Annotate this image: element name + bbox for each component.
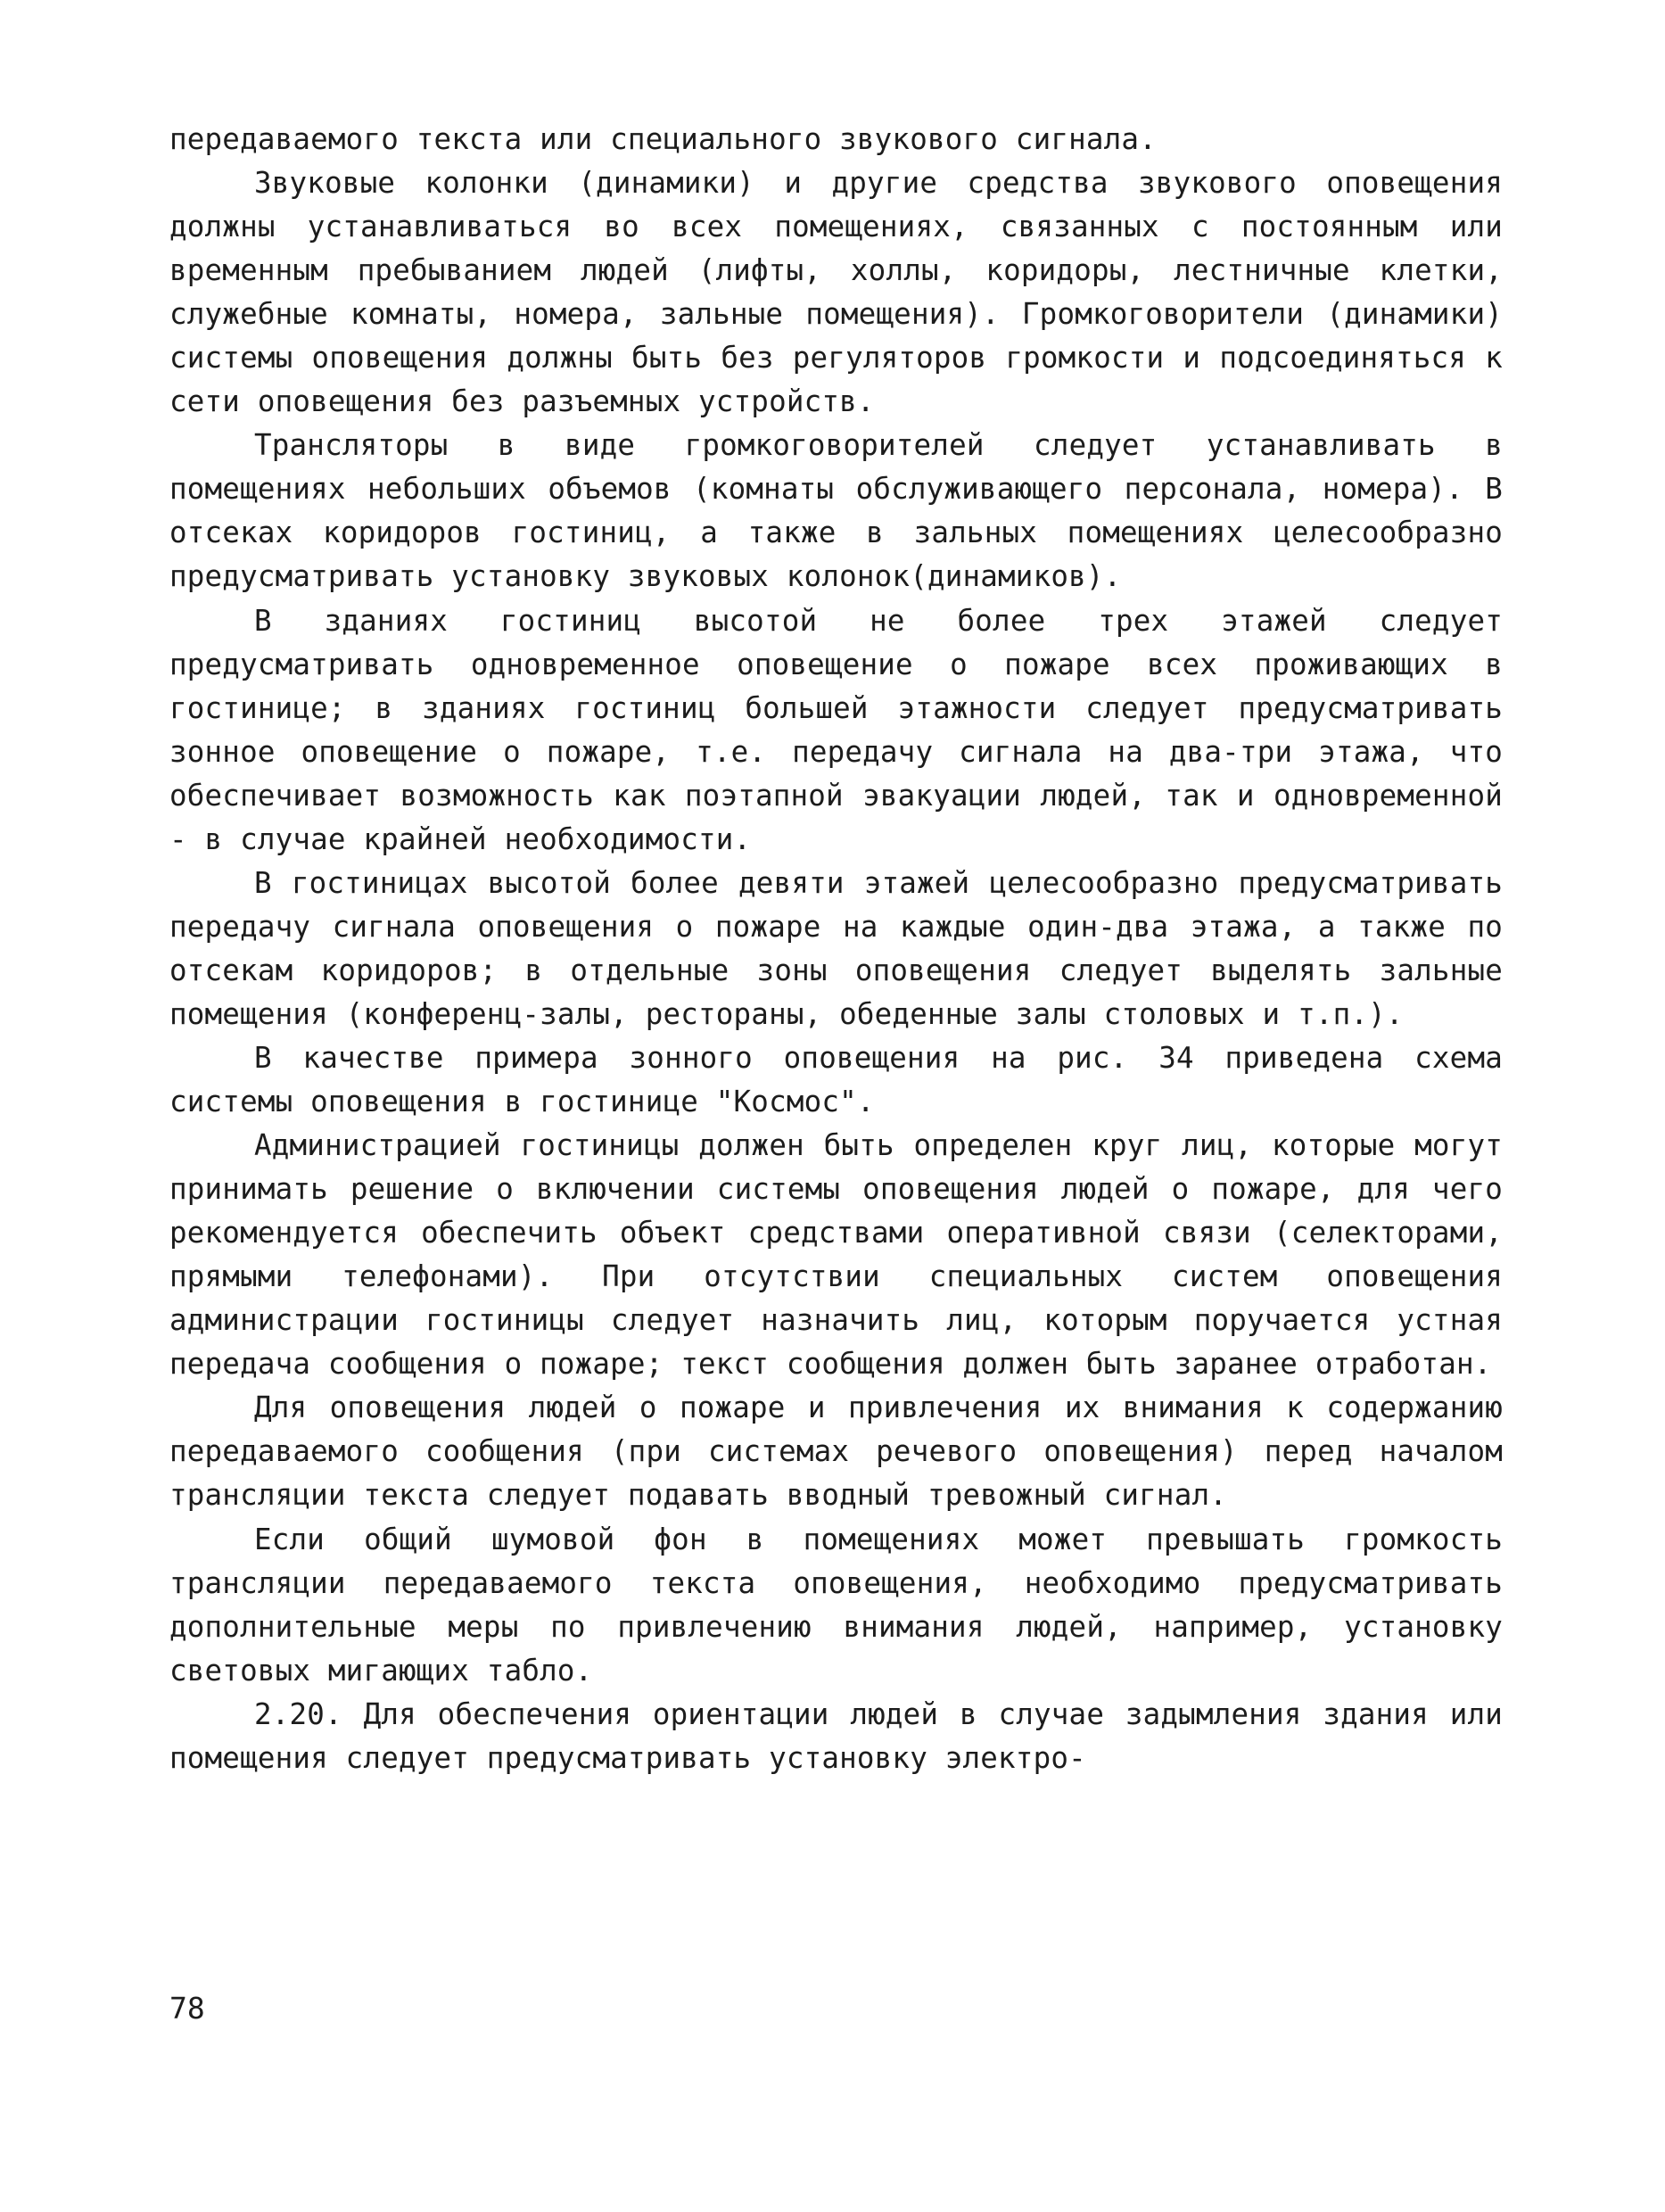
paragraph-administration: Администрацией гостиницы должен быть определен круг лиц, которые могут принимать решение о включении системы оповещения людей о пожаре, для чего рекомендуется обеспечить объект средствами оперативной связи (селекторами, прямыми телефонами). При отсутствии специальных систем оповещения администрации гостиницы следует назначить лиц, которым поручается устная передача сообщения о пожаре; текст сообщения должен быть заранее отработан. — [169, 1128, 1503, 1382]
paragraph-translators: Трансляторы в виде громкоговорителей следует устанавливать в помещениях небольших объемов (комнаты обслуживающего персонала, номера). В отсеках коридоров гостиниц, а также в зальных помещениях целесообразно предусматривать установку звуковых колонок(динамиков). — [169, 428, 1503, 594]
paragraph-low-rise: В зданиях гостиниц высотой не более трех этажей следует предусматривать одновременное оповещение о пожаре всех проживающих в гостинице; в зданиях гостиниц большей этажности следует предусматривать зонное оповещение о пожаре, т.е. передачу сигнала на два-три этажа, что обеспечивает возможность как поэтапной эвакуации людей, так и одновременной - в случае крайней необходимости. — [169, 603, 1503, 856]
page-number: 78 — [169, 1991, 205, 2026]
body-text — [169, 118, 1503, 1780]
paragraph-high-rise: В гостиницах высотой более девяти этажей целесообразно предусматривать передачу сигнала оповещения о пожаре на каждые один-два этажа, а также по отсекам коридоров; в отдельные зоны оповещения следует выделять зальные помещения (конференц-залы, рестораны, обеденные залы столовых и т.п.). — [169, 865, 1503, 1031]
paragraph-speakers: Звуковые колонки (динамики) и другие средства звукового оповещения должны устанавливаться во всех помещениях, связанных с постоянным или временным пребыванием людей (лифты, холлы, коридоры, лестничные клетки, служебные комнаты, номера, зальные помещения). Громкоговорители (динамики) системы оповещения должны быть без регуляторов громкости и подсоединяться к сети оповещения без разъемных устройств. — [169, 166, 1503, 419]
paragraph-section-2-20: 2.20. Для обеспечения ориентации людей в случае задымления здания или помещения следует предусматривать установку электро- — [169, 1696, 1503, 1775]
paragraph-continuation: передаваемого текста или специального звукового сигнала. — [169, 122, 1157, 156]
paragraph-noise: Если общий шумовой фон в помещениях может превышать громкость трансляции передаваемого текста оповещения, необходимо предусматривать дополнительные меры по привлечению внимания людей, например, установку световых мигающих табло. — [169, 1522, 1503, 1688]
paragraph-example: В качестве примера зонного оповещения на рис. 34 приведена схема системы оповещения в гостинице "Космос". — [169, 1040, 1503, 1119]
paragraph-alarm-signal: Для оповещения людей о пожаре и привлечения их внимания к содержанию передаваемого сообщения (при системах речевого оповещения) перед началом трансляции текста следует подавать вводный тревожный сигнал. — [169, 1391, 1503, 1513]
